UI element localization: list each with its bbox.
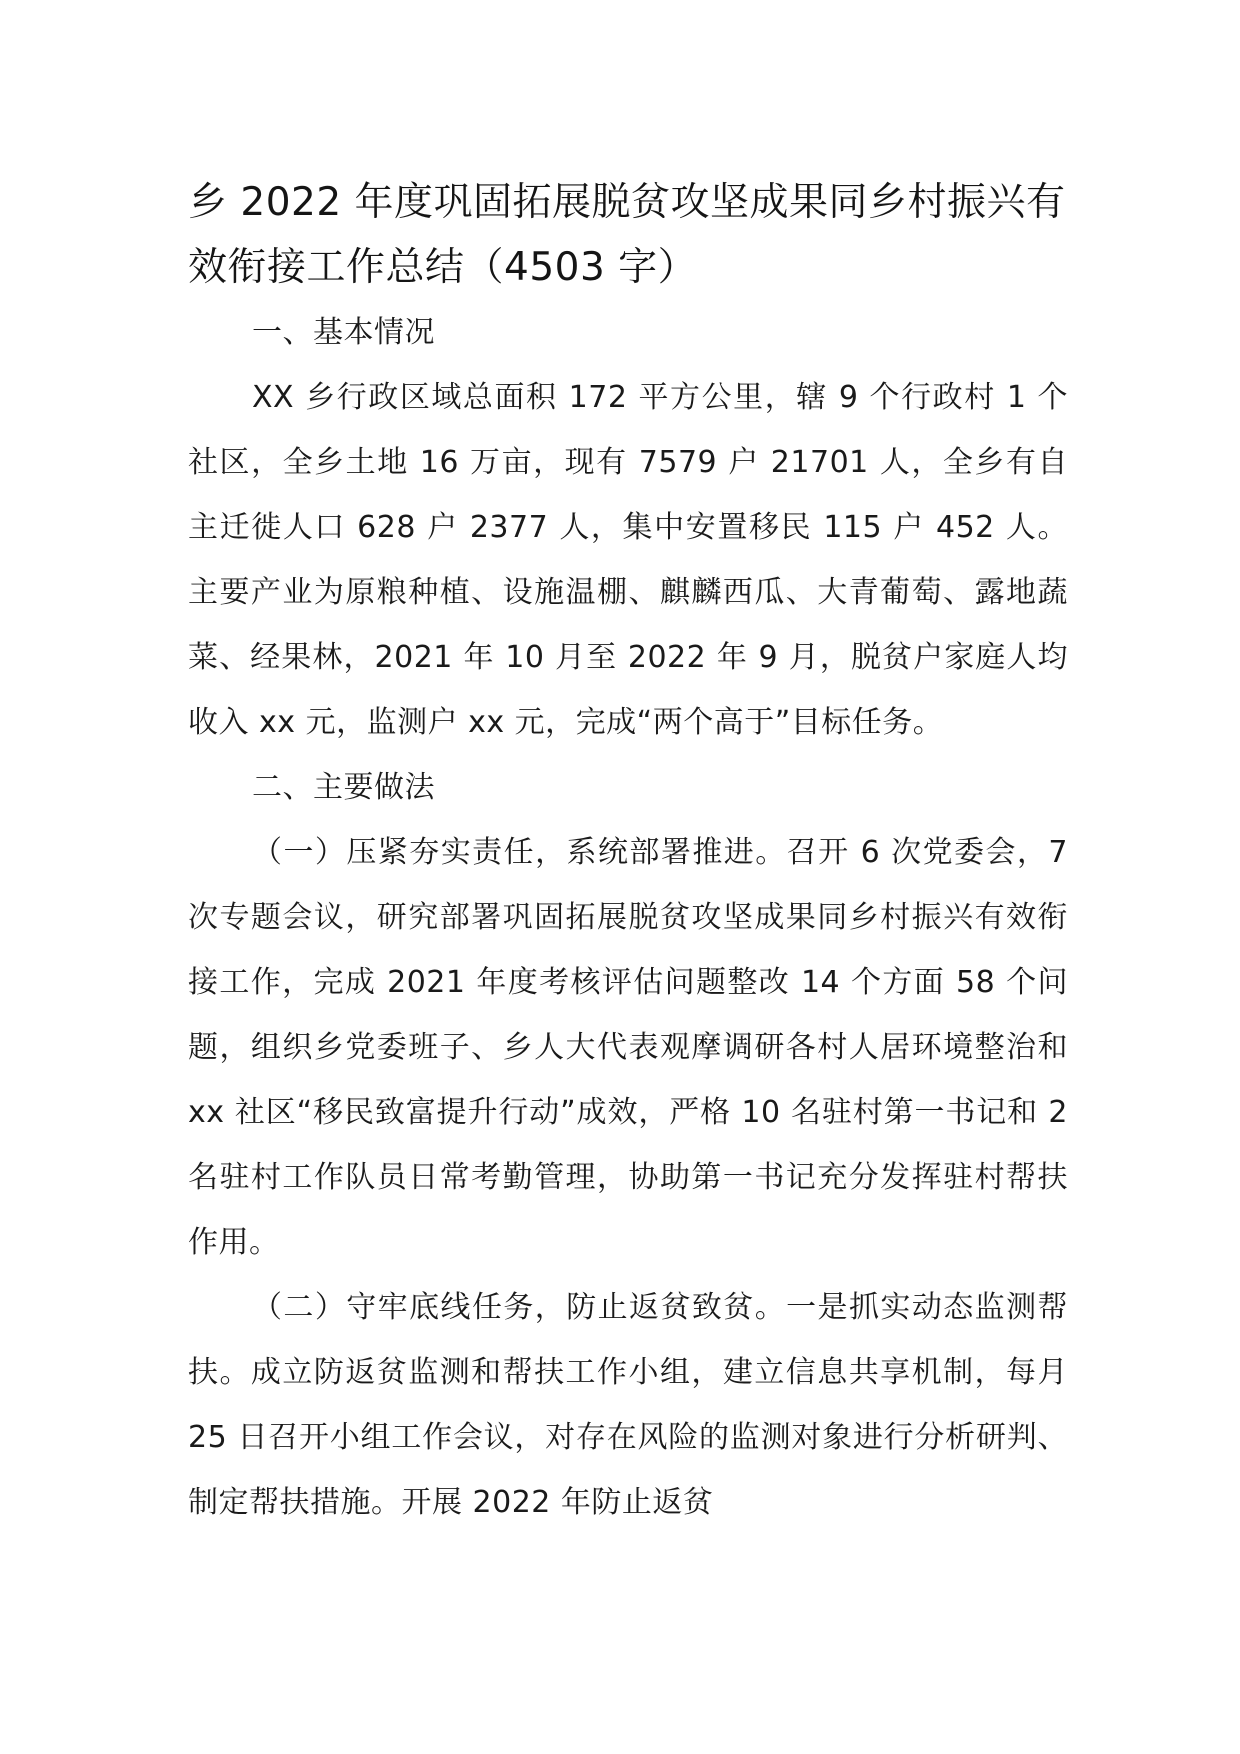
section-heading-basic-situation: 一、基本情况	[252, 315, 435, 350]
paragraph-responsibility: （一）压紧夯实责任，系统部署推进。召开 6 次党委会，7 次专题会议，研究部署巩固拓展脱贫攻坚成果同乡村振兴有效衔接工作，完成 2021 年度考核评估问题整改 14 个方面 58 个问题，组织乡党委班子、乡人大代表观摩调研各村人居环境整治和 xx 社区“移民致富提升行动”成效，严格 10 名驻村第一书记和 2 名驻村工作队员日常考勤管理，协助第一书记充分发挥驻村帮扶作用。	[188, 835, 1068, 1260]
paragraph-bottom-line: （二）守牢底线任务，防止返贫致贫。一是抓实动态监测帮扶。成立防返贫监测和帮扶工作小组，建立信息共享机制，每月 25 日召开小组工作会议，对存在风险的监测对象进行分析研判、制定帮扶措施。开展 2022 年防止返贫	[188, 1290, 1068, 1520]
section-heading-main-practices: 二、主要做法	[252, 770, 435, 805]
document-page	[188, 170, 1068, 1535]
document-title: 乡 2022 年度巩固拓展脱贫攻坚成果同乡村振兴有效衔接工作总结（4503 字）	[188, 180, 1066, 290]
paragraph-basic-situation: XX 乡行政区域总面积 172 平方公里，辖 9 个行政村 1 个社区，全乡土地 16 万亩，现有 7579 户 21701 人，全乡有自主迁徙人口 628 户 2377 人，集中安置移民 115 户 452 人。主要产业为原粮种植、设施温棚、麒麟西瓜、大青葡萄、露地蔬菜、经果林，2021 年 10 月至 2022 年 9 月，脱贫户家庭人均收入 xx 元，监测户 xx 元，完成“两个高于”目标任务。	[188, 380, 1068, 740]
